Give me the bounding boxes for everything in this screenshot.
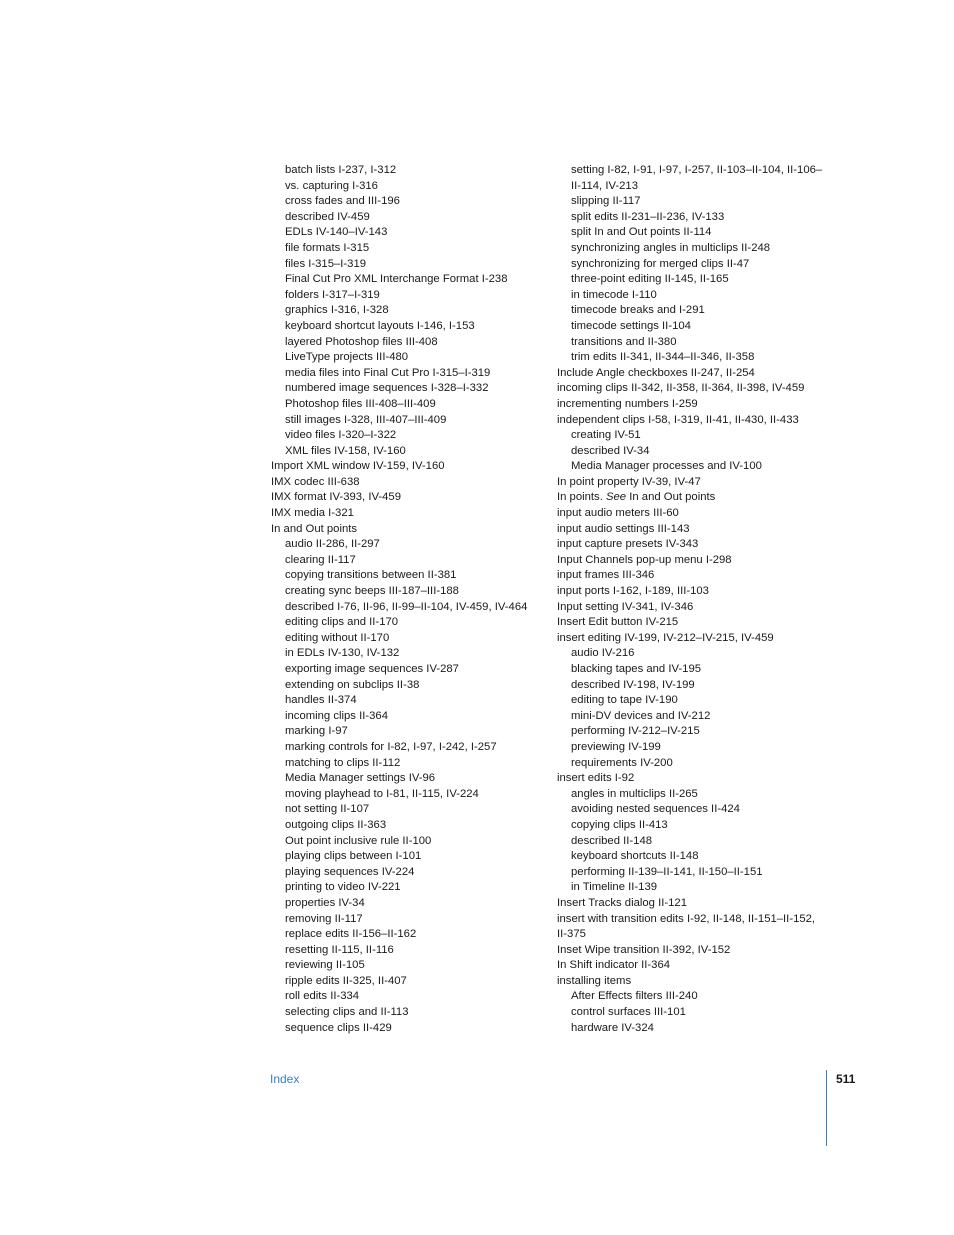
index-entry: II-375: [557, 928, 586, 941]
index-entry: angles in multiclips II-265: [571, 787, 698, 800]
index-entry: in timecode I-110: [571, 288, 657, 301]
index-entry: editing clips and II-170: [285, 616, 399, 629]
index-entry: playing clips between I-101: [285, 850, 422, 863]
index-entry: IMX media I-321: [271, 507, 354, 520]
index-entry: insert with transition edits I-92, II-148, II-151–II-152,: [557, 912, 816, 925]
index-entry: files I-315–I-319: [285, 257, 367, 270]
index-entry: independent clips I-58, I-319, II-41, II-430, II-433: [557, 413, 799, 426]
index-entry: ripple edits II-325, II-407: [285, 974, 407, 987]
index-entry: insert editing IV-199, IV-212–IV-215, IV-459: [557, 631, 774, 644]
index-entry: IMX codec III-638: [271, 475, 360, 488]
index-entry: keyboard shortcuts II-148: [571, 850, 699, 863]
index-entry: incrementing numbers I-259: [557, 397, 698, 410]
index-entry: matching to clips II-112: [285, 756, 401, 769]
index-entry: Input setting IV-341, IV-346: [557, 600, 694, 613]
index-entry: Final Cut Pro XML Interchange Format I-238: [285, 273, 508, 286]
index-entry: replace edits II-156–II-162: [285, 928, 417, 941]
index-entry: mini-DV devices and IV-212: [571, 709, 711, 722]
index-entry: avoiding nested sequences II-424: [571, 803, 740, 816]
index-entry: copying transitions between II-381: [285, 569, 457, 582]
index-entry: input audio meters III-60: [557, 507, 679, 520]
index-entry: Media Manager processes and IV-100: [571, 460, 762, 473]
index-entry: In point property IV-39, IV-47: [557, 475, 701, 488]
index-entry: vs. capturing I-316: [285, 179, 378, 192]
index-entry: editing to tape IV-190: [571, 694, 678, 707]
index-entry: playing sequences IV-224: [285, 865, 415, 878]
index-entry: described IV-34: [571, 444, 650, 457]
index-entry: input ports I-162, I-189, III-103: [557, 585, 709, 598]
index-entry: In points. See In and Out points: [557, 491, 716, 504]
index-entry: roll edits II-334: [285, 990, 360, 1003]
index-entry: cross fades and III-196: [285, 195, 400, 208]
index-entry: Inset Wipe transition II-392, IV-152: [557, 943, 731, 956]
index-entry: input capture presets IV-343: [557, 538, 699, 551]
index-entry: not setting II-107: [285, 803, 370, 816]
index-entry: media files into Final Cut Pro I-315–I-319: [285, 366, 491, 379]
index-entry: After Effects filters III-240: [571, 990, 698, 1003]
index-entry: still images I-328, III-407–III-409: [285, 413, 447, 426]
index-entry: EDLs IV-140–IV-143: [285, 226, 388, 239]
index-entry: timecode settings II-104: [571, 319, 691, 332]
index-entry: previewing IV-199: [571, 740, 661, 753]
index-entry: selecting clips and II-113: [285, 1006, 409, 1019]
index-entry: clearing II-117: [285, 553, 356, 566]
index-entry: properties IV-34: [285, 896, 365, 909]
index-entry: Input Channels pop-up menu I-298: [557, 553, 732, 566]
index-entry: audio II-286, II-297: [285, 538, 380, 551]
index-column-right: [557, 163, 832, 1036]
index-entry: numbered image sequences I-328–I-332: [285, 382, 489, 395]
index-entry: graphics I-316, I-328: [285, 304, 389, 317]
index-entry: transitions and II-380: [571, 335, 677, 348]
index-entry: control surfaces III-101: [571, 1006, 686, 1019]
footer-section-label: Index: [270, 1072, 300, 1086]
index-entry: II-114, IV-213: [571, 179, 638, 192]
index-entry: Photoshop files III-408–III-409: [285, 397, 436, 410]
page-number: 511: [836, 1072, 856, 1086]
index-entry: incoming clips II-342, II-358, II-364, II-398, IV-459: [557, 382, 805, 395]
index-entry: synchronizing for merged clips II-47: [571, 257, 750, 270]
index-entry: three-point editing II-145, II-165: [571, 273, 729, 286]
index-entry: file formats I-315: [285, 241, 370, 254]
index-entry: outgoing clips II-363: [285, 818, 387, 831]
index-entry: video files I-320–I-322: [285, 429, 397, 442]
index-entry: exporting image sequences IV-287: [285, 663, 459, 675]
index-entry: creating sync beeps III-187–III-188: [285, 585, 459, 598]
index-entry: in Timeline II-139: [571, 881, 658, 894]
footer-divider: [826, 1070, 827, 1146]
index-entry: sequence clips II-429: [285, 1021, 392, 1034]
index-entry: timecode breaks and I-291: [571, 304, 705, 317]
index-entry: trim edits II-341, II-344–II-346, II-358: [571, 351, 755, 364]
index-entry: requirements IV-200: [571, 756, 673, 769]
index-entry: layered Photoshop files III-408: [285, 335, 438, 348]
index-entry: performing II-139–II-141, II-150–II-151: [571, 865, 763, 878]
index-entry: split In and Out points II-114: [571, 226, 712, 239]
index-entry: blacking tapes and IV-195: [571, 663, 702, 675]
index-entry: In and Out points: [271, 522, 358, 535]
index-entry: LiveType projects III-480: [285, 351, 409, 364]
index-entry: Out point inclusive rule II-100: [285, 834, 432, 847]
index-entry: IMX format IV-393, IV-459: [271, 491, 401, 504]
index-column-left: [271, 163, 541, 1036]
index-entry: incoming clips II-364: [285, 709, 388, 722]
index-entry: resetting II-115, II-116: [285, 943, 394, 956]
index-entry: Insert Edit button IV-215: [557, 616, 679, 629]
index-entry: In Shift indicator II-364: [557, 959, 671, 972]
index-entry: batch lists I-237, I-312: [285, 164, 397, 176]
index-entry: described I-76, II-96, II-99–II-104, IV-459, IV-464: [285, 600, 528, 613]
index-entry: described IV-198, IV-199: [571, 678, 695, 691]
index-entry: extending on subclips II-38: [285, 678, 420, 691]
index-entry: removing II-117: [285, 912, 363, 925]
index-entry: printing to video IV-221: [285, 881, 401, 894]
index-entry: performing IV-212–IV-215: [571, 725, 700, 738]
index-entry: moving playhead to I-81, II-115, IV-224: [285, 787, 479, 800]
index-entry: handles II-374: [285, 694, 357, 707]
index-entry: input frames III-346: [557, 569, 655, 582]
index-entry: split edits II-231–II-236, IV-133: [571, 210, 725, 223]
index-entry: setting I-82, I-91, I-97, I-257, II-103–II-104, II-106–: [571, 164, 823, 176]
index-entry: in EDLs IV-130, IV-132: [285, 647, 400, 660]
index-entry: installing items: [557, 974, 632, 987]
index-entry: Insert Tracks dialog II-121: [557, 896, 687, 909]
index-entry: described II-148: [571, 834, 653, 847]
index-entry: folders I-317–I-319: [285, 288, 380, 301]
index-entry: marking controls for I-82, I-97, I-242, I-257: [285, 740, 497, 753]
index-entry: reviewing II-105: [285, 959, 365, 972]
index-entry: marking I-97: [285, 725, 348, 738]
index-entry: XML files IV-158, IV-160: [285, 444, 406, 457]
index-entry: Include Angle checkboxes II-247, II-254: [557, 366, 755, 379]
index-entry: slipping II-117: [571, 195, 641, 208]
index-entry: described IV-459: [285, 210, 370, 223]
index-entry: keyboard shortcut layouts I-146, I-153: [285, 319, 475, 332]
index-entry: editing without II-170: [285, 631, 390, 644]
index-entry: copying clips II-413: [571, 818, 668, 831]
index-entry: synchronizing angles in multiclips II-248: [571, 241, 771, 254]
index-entry: hardware IV-324: [571, 1021, 654, 1034]
index-entry: insert edits I-92: [557, 772, 635, 785]
index-entry: Import XML window IV-159, IV-160: [271, 460, 445, 473]
index-entry: Media Manager settings IV-96: [285, 772, 436, 785]
index-entry: audio IV-216: [571, 647, 635, 660]
index-entry: input audio settings III-143: [557, 522, 690, 535]
index-entry: creating IV-51: [571, 429, 641, 442]
